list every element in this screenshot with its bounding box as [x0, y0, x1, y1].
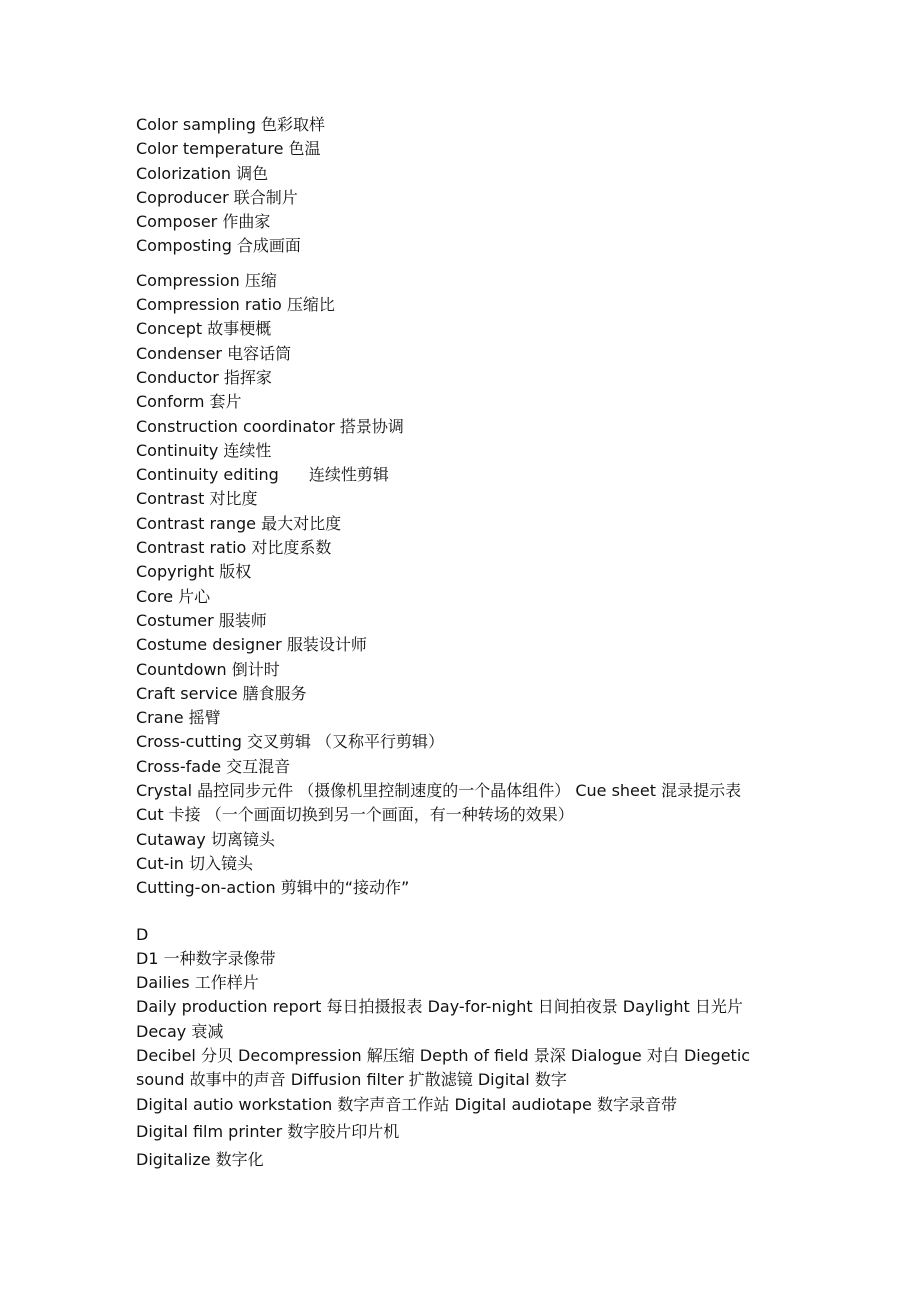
glossary-entry-continuity-editing: [136, 463, 756, 487]
glossary-entry: Contrast ratio 对比度系数: [136, 538, 332, 558]
glossary-entry: Costume designer 服装设计师: [136, 635, 367, 655]
glossary-entry: Digitalize 数字化: [136, 1150, 264, 1170]
glossary-entry: Conductor 指挥家: [136, 367, 272, 387]
glossary-entry: Conform 套片: [136, 392, 242, 412]
glossary-entry: Core 片心: [136, 586, 211, 606]
glossary-entry: Costumer 服装师: [136, 610, 267, 630]
glossary-entry: Condenser 电容话筒: [136, 343, 292, 363]
glossary-entry: Digital film printer 数字胶片印片机: [136, 1121, 400, 1141]
glossary-entry: D1 一种数字录像带: [136, 948, 276, 968]
glossary-entry: Copyright 版权: [136, 562, 252, 582]
glossary-entry: Crystal 晶控同步元件 （摄像机里控制速度的一个晶体组件） Cue sheet 混录提示表: [136, 781, 742, 801]
glossary-entry: Concept 故事梗概: [136, 319, 272, 339]
glossary-entry: Composer 作曲家: [136, 212, 271, 232]
glossary-translation: 连续性剪辑: [308, 465, 389, 485]
glossary-entry: Decibel 分贝 Decompression 解压缩 Depth of field 景深 Dialogue 对白 Diegetic sound 故事中的声音 Diffusion filter 扩散滤镜 Digital 数字: [136, 1045, 751, 1090]
glossary-content: [136, 113, 756, 1172]
glossary-entry: Cutaway 切离镜头: [136, 829, 275, 849]
glossary-entry: Crane 摇臂: [136, 708, 221, 728]
glossary-entry: Contrast 对比度: [136, 489, 258, 509]
section-letter: D: [136, 924, 149, 944]
glossary-group-1: [136, 113, 756, 259]
glossary-entry: Daily production report 每日拍摄报表 Day-for-night 日间拍夜景 Daylight 日光片: [136, 997, 743, 1017]
glossary-entry: Contrast range 最大对比度: [136, 513, 342, 533]
glossary-entry: Composting 合成画面: [136, 236, 301, 256]
glossary-entry: Coproducer 联合制片: [136, 187, 298, 207]
glossary-section-d: [136, 923, 756, 1173]
glossary-entry: Cross-cutting 交叉剪辑 （又称平行剪辑）: [136, 732, 445, 752]
glossary-entry: Countdown 倒计时: [136, 659, 280, 679]
glossary-entry: Compression ratio 压缩比: [136, 295, 335, 315]
glossary-entry: Cut 卡接 （一个画面切换到另一个画面，有一种转场的效果）: [136, 805, 574, 825]
glossary-entry: Cross-fade 交互混音: [136, 756, 291, 776]
glossary-entry: Craft service 膳食服务: [136, 683, 307, 703]
glossary-entry: Color sampling 色彩取样: [136, 115, 326, 134]
glossary-group-2: [136, 269, 756, 901]
glossary-term: Continuity editing: [136, 465, 279, 485]
glossary-entry: Color temperature 色温: [136, 139, 321, 159]
glossary-entry: Cutting-on-action 剪辑中的“接动作”: [136, 878, 410, 898]
glossary-entry: Decay 衰减: [136, 1021, 224, 1041]
glossary-entry: Colorization 调色: [136, 163, 269, 183]
glossary-entry: Digital autio workstation 数字声音工作站 Digital audiotape 数字录音带: [136, 1094, 677, 1114]
glossary-entry: Construction coordinator 搭景协调: [136, 416, 404, 436]
glossary-entry: Continuity 连续性: [136, 440, 272, 460]
glossary-entry: Dailies 工作样片: [136, 973, 259, 993]
glossary-entry: Compression 压缩: [136, 270, 277, 290]
glossary-entry: Cut-in 切入镜头: [136, 853, 254, 873]
